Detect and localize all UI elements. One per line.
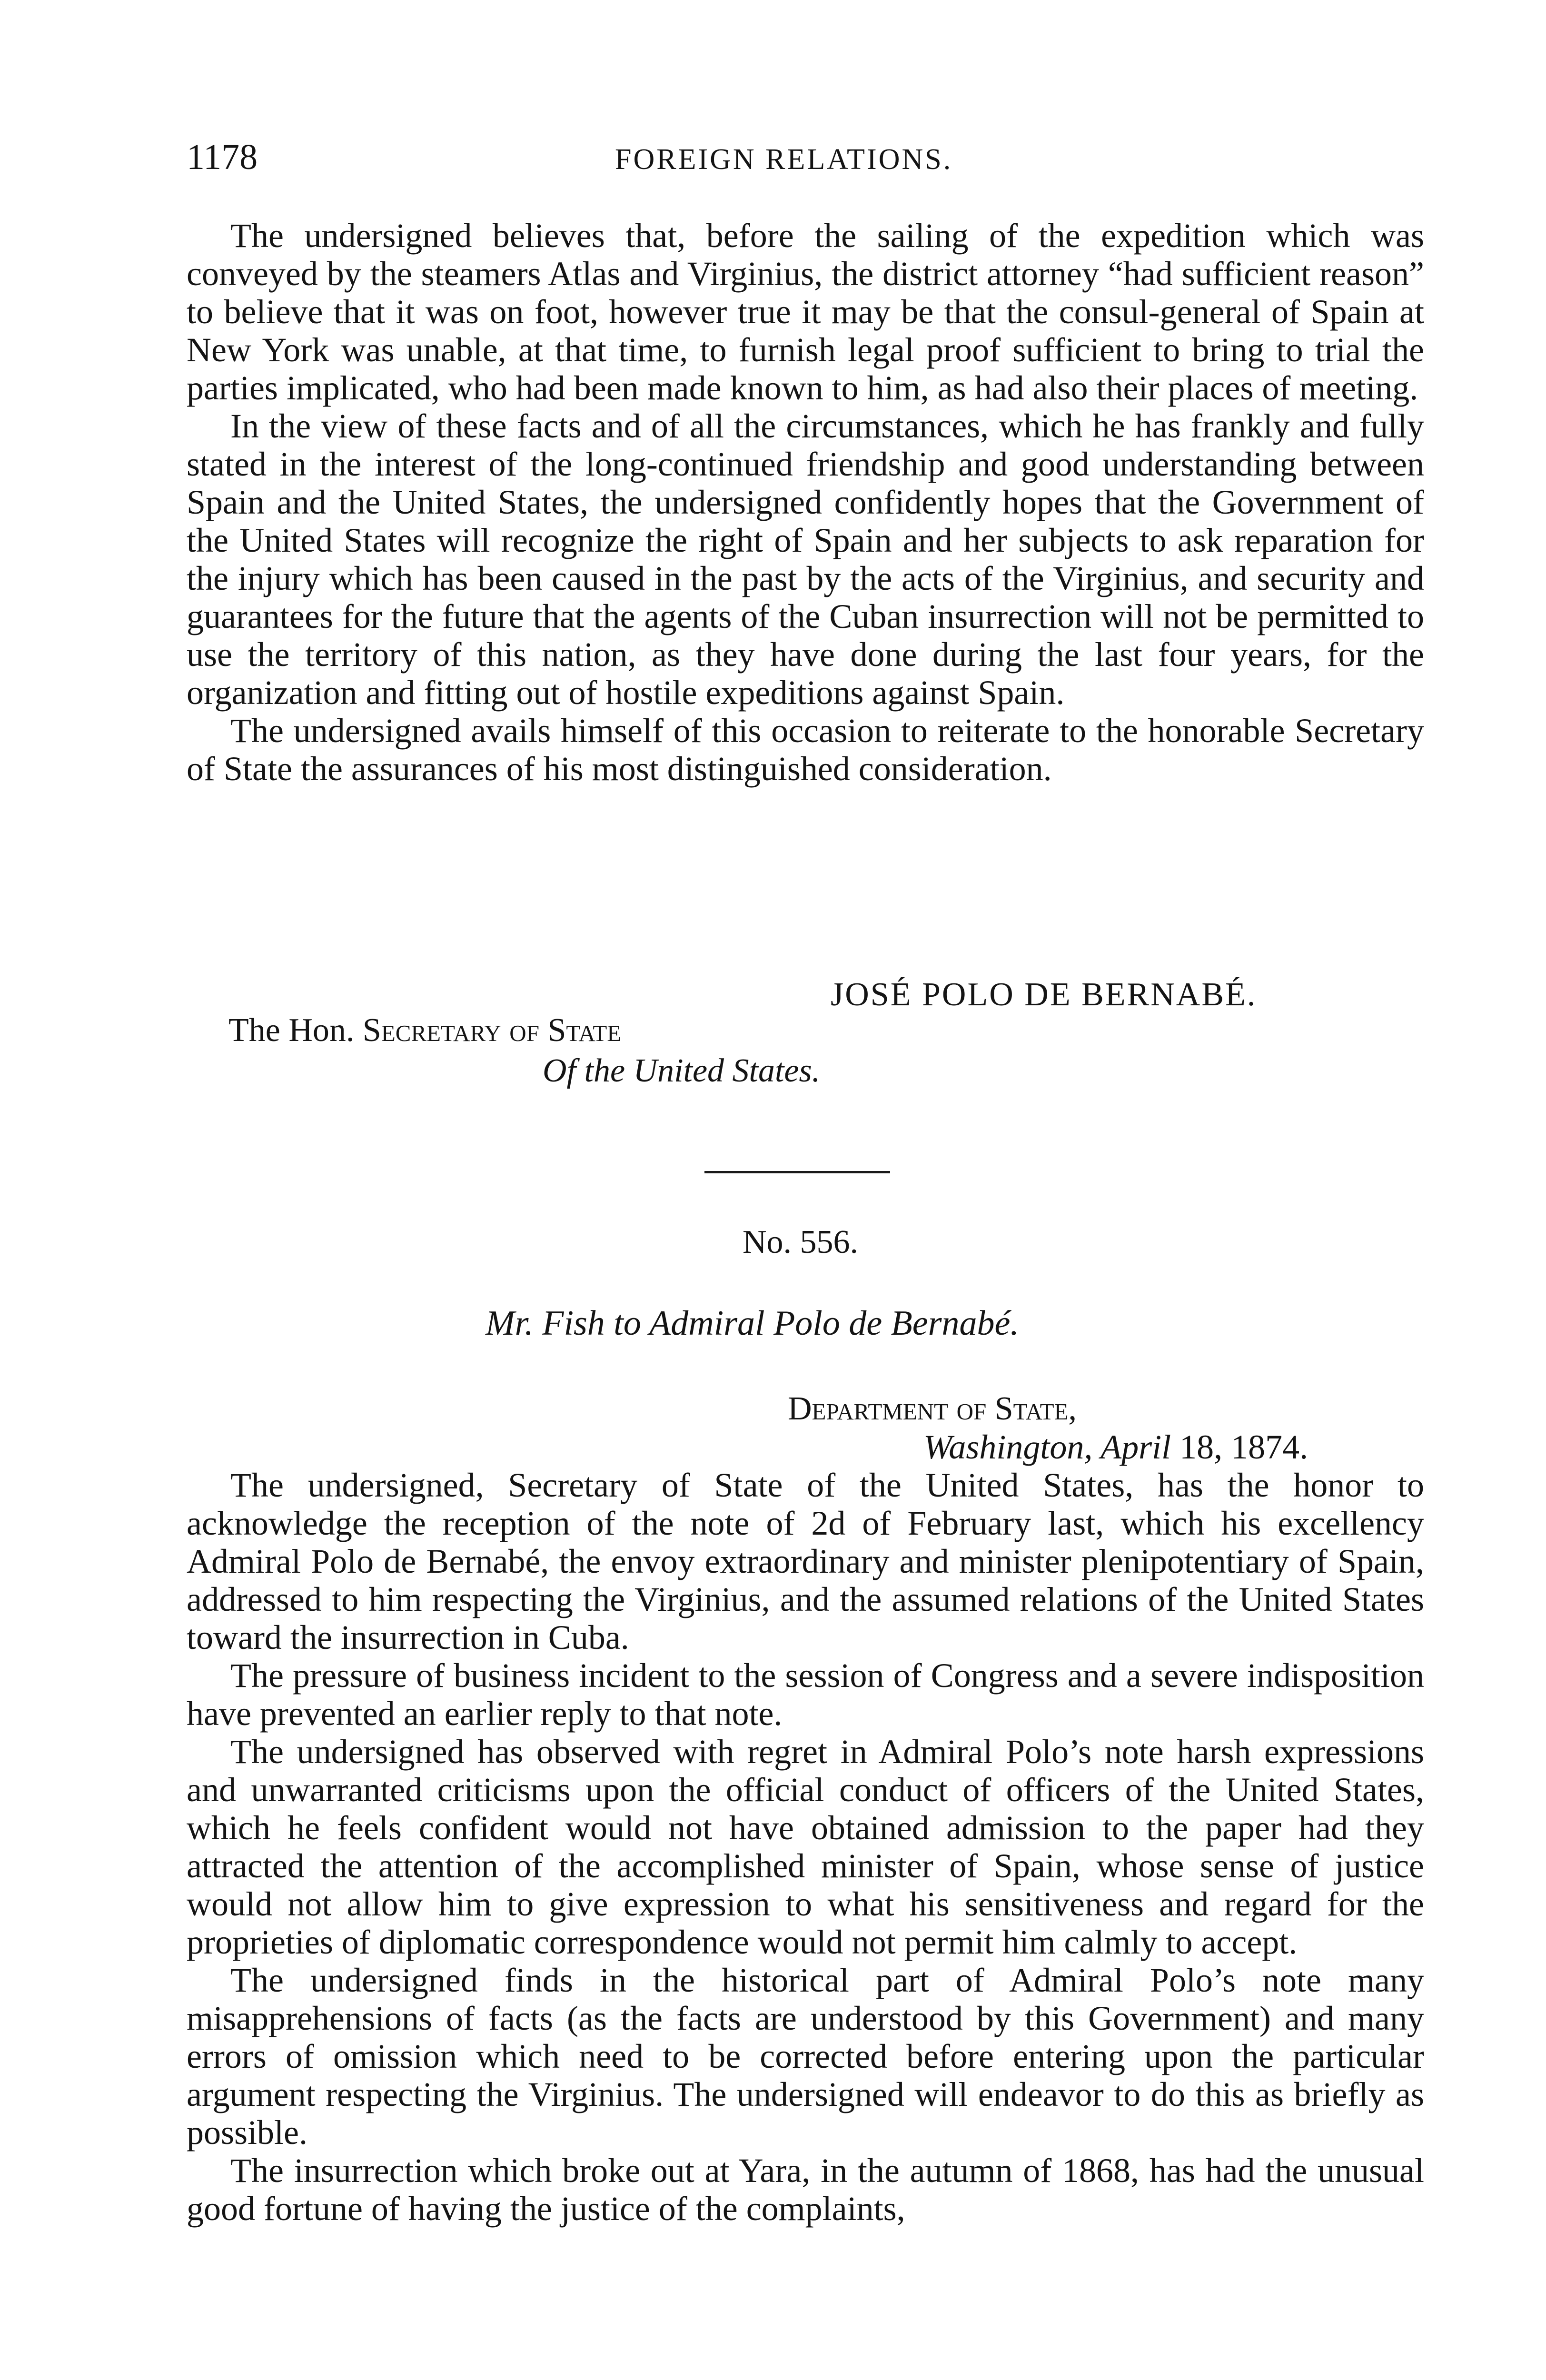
document-title: Mr. Fish to Admiral Polo de Bernabé.	[486, 1304, 1019, 1343]
addressee-title: Secretary of State	[362, 1012, 622, 1049]
dateline-date: 18, 1874.	[1171, 1428, 1308, 1466]
running-head: FOREIGN RELATIONS.	[615, 143, 953, 176]
letter1-paragraph: The undersigned believes that, before the sailing of the expedition which was conveyed by the steamers Atlas and Virginius, the district attorney “had sufficient reason” to believe that it was on foot, however true it may be that the consul-general of Spain at New York was unable, at that time, to furnish legal proof sufficient to bring to trial the parties implicated, who had been made known to him, as had also their places of meeting.	[187, 217, 1424, 407]
letter1-paragraph: In the view of these facts and of all the circumstances, which he has frankly and fully stated in the interest of the long-continued friendship and good understanding between Spain and the United States, the undersigned confidently hopes that the Government of the United States will recognize the right of Spain and her subjects to ask reparation for the injury which has been caused in the past by the acts of the Virginius, and security and guarantees for the future that the agents of the Cuban insurrection will not be permitted to use the territory of this nation, as they have done during the last four years, for the organization and fitting out of hostile expeditions against Spain.	[187, 407, 1424, 712]
letter2-paragraph: The undersigned, Secretary of State of the United States, has the honor to acknowledge the reception of the note of 2d of February last, which his excellency Admiral Polo de Bernabé, the envoy extraordinary and minister plenipotentiary of Spain, addressed to him respecting the Virginius, and the assumed relations of the United States toward the insurrection in Cuba.	[187, 1466, 1424, 1656]
signature: JOSÉ POLO DE BERNABÉ.	[831, 976, 1257, 1013]
department-heading: Department of State,	[788, 1390, 1077, 1427]
letter2-paragraph: The insurrection which broke out at Yara, in the autumn of 1868, has had the unusual good fortune of having the justice of the complaints,	[187, 2152, 1424, 2228]
letter2-paragraph: The undersigned finds in the historical part of Admiral Polo’s note many misapprehensions of facts (as the facts are understood by this Government) and many errors of omission which need to be corrected before entering upon the particular argument respecting the Virginius. The undersigned will endeavor to do this as briefly as possible.	[187, 1961, 1424, 2152]
letter1-body	[187, 217, 1424, 788]
section-divider	[704, 1171, 890, 1173]
addressee-line	[228, 1012, 621, 1050]
addressee-country: Of the United States.	[543, 1052, 821, 1089]
dateline-place: Washington, April	[923, 1428, 1171, 1466]
dateline	[923, 1428, 1308, 1466]
letter2-paragraph: The pressure of business incident to the session of Congress and a severe indisposition have prevented an earlier reply to that note.	[187, 1656, 1424, 1733]
document-number: No. 556.	[743, 1224, 859, 1260]
letter2-paragraph: The undersigned has observed with regret in Admiral Polo’s note harsh expressions and unwarranted criticisms upon the official conduct of officers of the United States, which he feels confident would not have obtained admission to the paper had they attracted the attention of the accomplished minister of Spain, whose sense of justice would not allow him to give expression to what his sensitiveness and regard for the proprieties of diplomatic correspondence would not permit him calmly to accept.	[187, 1733, 1424, 1961]
letter1-paragraph: The undersigned avails himself of this occasion to reiterate to the honorable Secretary of State the assurances of his most distinguished consideration.	[187, 712, 1424, 788]
addressee-prefix: The Hon.	[228, 1012, 355, 1049]
letter2-body	[187, 1466, 1424, 2228]
page-number: 1178	[187, 137, 258, 177]
page-header	[187, 133, 1424, 190]
